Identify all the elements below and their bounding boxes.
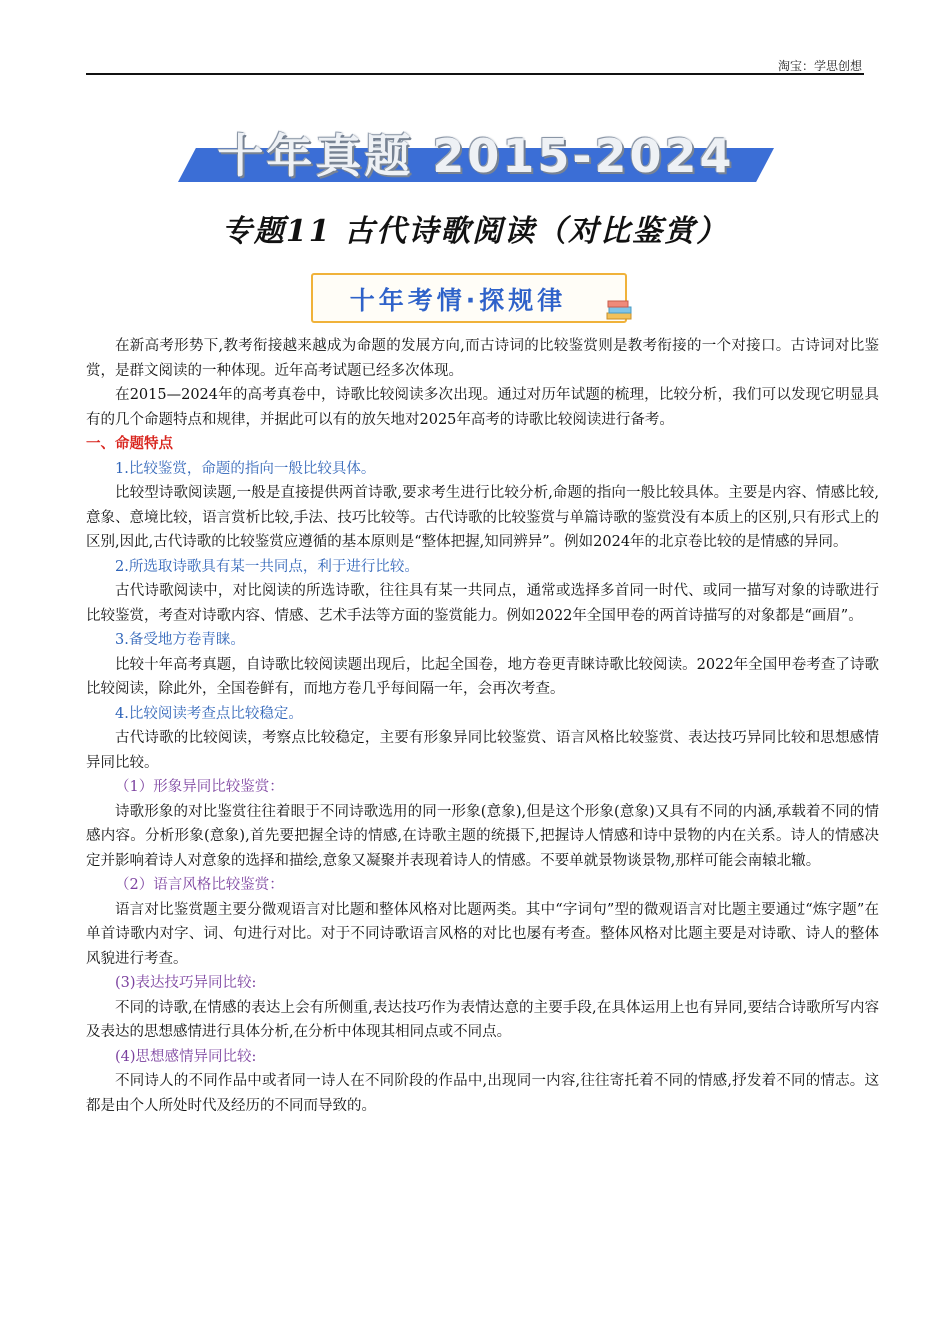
banner-text: 十年真题 2015-2024	[217, 129, 735, 183]
section-badge	[311, 273, 627, 323]
page-title: 专题11 古代诗歌阅读（对比鉴赏）	[221, 214, 729, 249]
paragraph: 不同诗人的不同作品中或者同一诗人在不同阶段的作品中,出现同一内容,往往寄托着不同的情感,抒发着不同的情志。这都是由个人所处时代及经历的不同而导致的。	[86, 1073, 879, 1114]
paragraph: 在新高考形势下,教考衔接越来越成为命题的发展方向,而古诗词的比较鉴赏则是教考衔接的一个对接口。古诗词对比鉴赏，是群文阅读的一种体现。近年高考试题已经多次体现。	[86, 338, 879, 379]
minor-heading: （1）形象异同比较鉴赏：	[115, 779, 284, 795]
section-heading: 一、命题特点	[86, 436, 173, 452]
header-rule	[86, 73, 864, 75]
minor-heading: (4)思想感情异同比较:	[115, 1048, 257, 1065]
paragraph: 比较型诗歌阅读题,一般是直接提供两首诗歌,要求考生进行比较分析,命题的指向一般比较具体。主要是内容、情感比较,意象、意境比较，语言赏析比较,手法、技巧比较等。古代诗歌的比较鉴赏与单篇诗歌的鉴赏没有本质上的区别,只有形式上的区别,因此,古代诗歌的比较鉴赏应遵循的基本原则是“整体把握,知同辨异”。例如2024年的北京卷比较的是情感的异同。	[86, 485, 879, 550]
paragraph: 不同的诗歌,在情感的表达上会有所侧重,表达技巧作为表情达意的主要手段,在具体运用上也有异同,要结合诗歌所写内容及表达的思想感情进行具体分析,在分析中体现其相同点或不同点。	[86, 999, 879, 1040]
books-icon	[605, 297, 635, 327]
subheading: 2.所选取诗歌具有某一共同点，利于进行比较。	[115, 558, 419, 575]
badge-text: 十年考情·探规律	[349, 286, 567, 315]
subheading: 4.比较阅读考查点比较稳定。	[115, 705, 303, 722]
paragraph: 诗歌形象的对比鉴赏往往着眼于不同诗歌选用的同一形象(意象),但是这个形象(意象)又具有不同的内涵,承载着不同的情感内容。分析形象(意象),首先要把握全诗的情感,在诗歌主题的统摄下,把握诗人情感和诗中景物的内在关系。诗人的情感决定并影响着诗人对意象的选择和描绘,意象又凝聚并表现着诗人的情感。不要单就景物谈景物,那样可能会南辕北辙。	[86, 803, 879, 869]
minor-heading: （2）语言风格比较鉴赏：	[115, 877, 284, 893]
paragraph: 古代诗歌阅读中，对比阅读的所选诗歌，往往具有某一共同点，通常或选择多首同一时代、或同一描写对象的诗歌进行比较鉴赏，考查对诗歌内容、情感、艺术手法等方面的鉴赏能力。例如2022年全国甲卷的两首诗描写的对象都是“画眉”。	[86, 583, 879, 624]
paragraph: 在2015—2024年的高考真卷中，诗歌比较阅读多次出现。通过对历年试题的梳理，比较分析，我们可以发现它明显具有的几个命题特点和规律，并据此可以有的放矢地对2025年高考的诗歌比较阅读进行备考。	[86, 387, 879, 428]
subheading: 3.备受地方卷青睐。	[115, 632, 245, 648]
title-banner	[178, 120, 774, 184]
subheading: 1.比较鉴赏，命题的指向一般比较具体。	[115, 460, 376, 477]
paragraph: 比较十年高考真题，自诗歌比较阅读题出现后，比起全国卷，地方卷更青睐诗歌比较阅读。2022年全国甲卷考查了诗歌比较阅读，除此外，全国卷鲜有，而地方卷几乎每间隔一年，会再次考查。	[86, 656, 879, 697]
paragraph: 古代诗歌的比较阅读，考察点比较稳定，主要有形象异同比较鉴赏、语言风格比较鉴赏、表达技巧异同比较和思想感情异同比较。	[86, 730, 879, 771]
paragraph: 语言对比鉴赏题主要分微观语言对比题和整体风格对比题两类。其中“字词句”型的微观语言对比题主要通过“炼字题”在单首诗歌内对字、词、句进行对比。对于不同诗歌语言风格的对比也屡有考查。整体风格对比题主要是对诗歌、诗人的整体风貌进行考查。	[86, 901, 879, 967]
header-note: 淘宝：学思创想	[777, 59, 862, 73]
document-body	[86, 334, 879, 1118]
minor-heading: (3)表达技巧异同比较:	[115, 975, 257, 991]
